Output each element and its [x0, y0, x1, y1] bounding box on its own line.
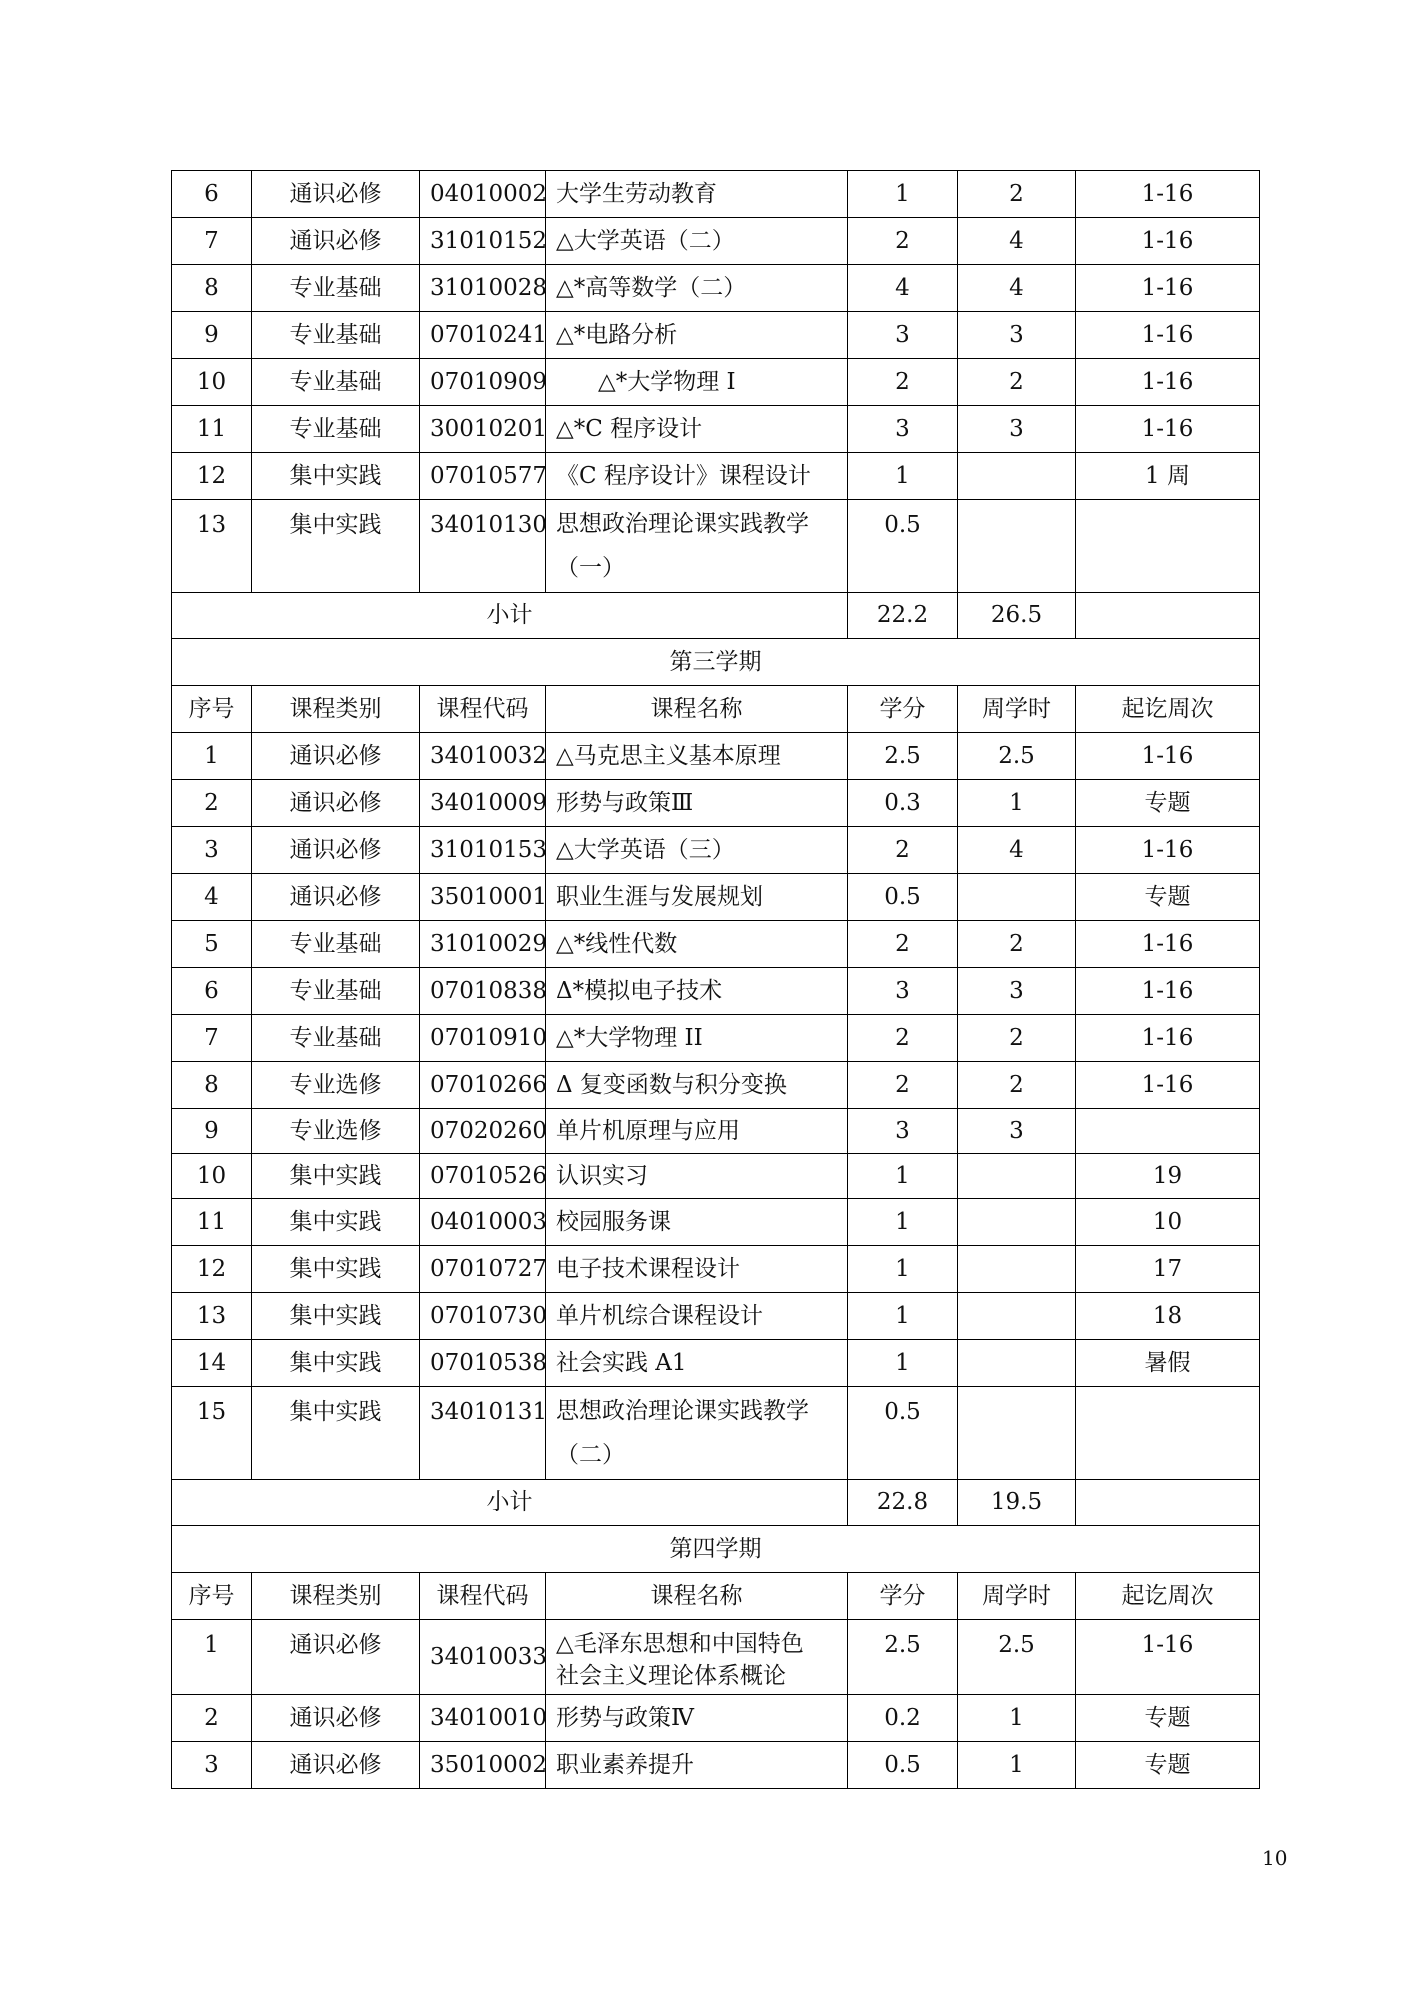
course-weeks: 1-16: [1076, 1015, 1260, 1062]
course-credit: 2.5: [848, 1620, 958, 1695]
subtotal-credit: 22.2: [848, 593, 958, 639]
course-category: 通识必修: [252, 218, 420, 265]
row-index: 8: [172, 1062, 252, 1109]
course-weeks: 1-16: [1076, 406, 1260, 453]
course-weekly-hours: 4: [958, 265, 1076, 312]
course-category: 专业基础: [252, 968, 420, 1015]
table-row: [172, 500, 1260, 593]
course-weekly-hours: 2: [958, 1062, 1076, 1109]
header-row: [172, 686, 1260, 733]
course-name: 《C 程序设计》课程设计: [546, 453, 848, 500]
course-category: 集中实践: [252, 500, 420, 593]
row-index: 9: [172, 312, 252, 359]
course-code: 07010727: [420, 1246, 546, 1293]
row-index: 8: [172, 265, 252, 312]
course-weekly-hours: 3: [958, 1109, 1076, 1154]
course-code: 04010002: [420, 171, 546, 218]
course-name: 校园服务课: [546, 1199, 848, 1246]
header-credit: 学分: [848, 1573, 958, 1620]
course-name: 社会实践 A1: [546, 1340, 848, 1387]
course-code: 07010577: [420, 453, 546, 500]
course-weeks: 1-16: [1076, 1620, 1260, 1695]
row-index: 2: [172, 780, 252, 827]
subtotal-row: [172, 1480, 1260, 1526]
course-weeks: 专题: [1076, 874, 1260, 921]
course-weeks: [1076, 500, 1260, 593]
course-code: 07020260: [420, 1109, 546, 1154]
table-row: [172, 733, 1260, 780]
table-row: [172, 1695, 1260, 1742]
table-row: [172, 968, 1260, 1015]
course-weeks: 10: [1076, 1199, 1260, 1246]
course-code: 34010131: [420, 1387, 546, 1480]
course-weekly-hours: [958, 1199, 1076, 1246]
course-weekly-hours: 2: [958, 359, 1076, 406]
table-row: [172, 1742, 1260, 1789]
course-name: △*电路分析: [546, 312, 848, 359]
course-name: 单片机原理与应用: [546, 1109, 848, 1154]
course-credit: 3: [848, 968, 958, 1015]
semester-title-row: [172, 1526, 1260, 1573]
course-code: 07010538: [420, 1340, 546, 1387]
course-weeks: 1-16: [1076, 968, 1260, 1015]
course-weekly-hours: 2: [958, 171, 1076, 218]
header-credit: 学分: [848, 686, 958, 733]
row-index: 6: [172, 171, 252, 218]
course-credit: 0.5: [848, 1742, 958, 1789]
course-category: 集中实践: [252, 1293, 420, 1340]
subtotal-hours: 19.5: [958, 1480, 1076, 1526]
course-weeks: [1076, 1387, 1260, 1480]
course-name: 电子技术课程设计: [546, 1246, 848, 1293]
subtotal-row: [172, 593, 1260, 639]
course-category: 集中实践: [252, 1246, 420, 1293]
course-name: 职业生涯与发展规划: [546, 874, 848, 921]
course-category: 专业选修: [252, 1062, 420, 1109]
course-category: 集中实践: [252, 453, 420, 500]
course-code: 31010152: [420, 218, 546, 265]
course-credit: 0.3: [848, 780, 958, 827]
course-category: 通识必修: [252, 733, 420, 780]
course-name-line: 社会主义理论体系概论: [556, 1663, 786, 1689]
course-code: 34010032: [420, 733, 546, 780]
header-weekly-hours: 周学时: [958, 686, 1076, 733]
course-category: 专业基础: [252, 312, 420, 359]
table-row: [172, 874, 1260, 921]
course-code: 31010028: [420, 265, 546, 312]
course-category: 专业基础: [252, 1015, 420, 1062]
course-credit: 2: [848, 1062, 958, 1109]
header-category: 课程类别: [252, 1573, 420, 1620]
header-weeks: 起讫周次: [1076, 686, 1260, 733]
course-credit: 3: [848, 406, 958, 453]
course-weekly-hours: 2: [958, 1015, 1076, 1062]
table-row: [172, 1620, 1260, 1695]
course-code: 07010730: [420, 1293, 546, 1340]
course-weeks: 1-16: [1076, 265, 1260, 312]
course-code: 30010201: [420, 406, 546, 453]
course-weekly-hours: 2.5: [958, 733, 1076, 780]
row-index: 14: [172, 1340, 252, 1387]
subtotal-label: 小计: [172, 593, 848, 639]
header-category: 课程类别: [252, 686, 420, 733]
table-row: [172, 1387, 1260, 1480]
course-code: 35010001: [420, 874, 546, 921]
course-name: 形势与政策Ⅳ: [546, 1695, 848, 1742]
row-index: 13: [172, 500, 252, 593]
subtotal-weeks: [1076, 593, 1260, 639]
course-name: [546, 1387, 848, 1480]
subtotal-label: 小计: [172, 1480, 848, 1526]
table-row: [172, 1154, 1260, 1199]
course-code: 34010010: [420, 1695, 546, 1742]
row-index: 12: [172, 1246, 252, 1293]
course-category: 通识必修: [252, 1742, 420, 1789]
course-weekly-hours: 4: [958, 218, 1076, 265]
table-row: [172, 1199, 1260, 1246]
semester-title: 第四学期: [172, 1526, 1260, 1573]
course-category: 通识必修: [252, 827, 420, 874]
semester-title-row: [172, 639, 1260, 686]
course-weeks: 1-16: [1076, 312, 1260, 359]
course-code: 34010130: [420, 500, 546, 593]
course-name: △大学英语（二）: [546, 218, 848, 265]
table-row: [172, 1109, 1260, 1154]
row-index: 1: [172, 733, 252, 780]
course-weekly-hours: [958, 453, 1076, 500]
course-code: 07010526: [420, 1154, 546, 1199]
course-credit: 1: [848, 1293, 958, 1340]
table-row: [172, 1246, 1260, 1293]
subtotal-weeks: [1076, 1480, 1260, 1526]
row-index: 7: [172, 1015, 252, 1062]
header-weekly-hours: 周学时: [958, 1573, 1076, 1620]
course-code: 34010009: [420, 780, 546, 827]
row-index: 13: [172, 1293, 252, 1340]
course-code: 31010029: [420, 921, 546, 968]
course-name-line: 思想政治理论课实践教学: [556, 1398, 809, 1424]
course-category: 通识必修: [252, 171, 420, 218]
course-name: [546, 500, 848, 593]
header-index: 序号: [172, 686, 252, 733]
semester-title: 第三学期: [172, 639, 1260, 686]
row-index: 11: [172, 406, 252, 453]
row-index: 5: [172, 921, 252, 968]
course-category: 专业基础: [252, 921, 420, 968]
course-weekly-hours: 1: [958, 1742, 1076, 1789]
course-name: 大学生劳动教育: [546, 171, 848, 218]
course-weekly-hours: [958, 874, 1076, 921]
course-weekly-hours: 1: [958, 1695, 1076, 1742]
course-name: △*C 程序设计: [546, 406, 848, 453]
course-category: 通识必修: [252, 1695, 420, 1742]
course-weekly-hours: [958, 500, 1076, 593]
row-index: 1: [172, 1620, 252, 1695]
course-category: 集中实践: [252, 1154, 420, 1199]
course-category: 通识必修: [252, 874, 420, 921]
table-row: [172, 359, 1260, 406]
course-code: 34010033: [420, 1620, 546, 1695]
course-code: 35010002: [420, 1742, 546, 1789]
row-index: 6: [172, 968, 252, 1015]
course-weeks: 暑假: [1076, 1340, 1260, 1387]
table-row: [172, 218, 1260, 265]
course-weeks: 专题: [1076, 1742, 1260, 1789]
course-category: 集中实践: [252, 1199, 420, 1246]
header-name: 课程名称: [546, 1573, 848, 1620]
course-weeks: 专题: [1076, 780, 1260, 827]
course-name-line: △毛泽东思想和中国特色: [556, 1631, 804, 1657]
course-weekly-hours: 1: [958, 780, 1076, 827]
course-weekly-hours: 2.5: [958, 1620, 1076, 1695]
row-index: 2: [172, 1695, 252, 1742]
table-row: [172, 921, 1260, 968]
course-weeks: 1-16: [1076, 171, 1260, 218]
course-credit: 2: [848, 218, 958, 265]
course-category: 通识必修: [252, 780, 420, 827]
course-weekly-hours: 3: [958, 968, 1076, 1015]
page-number: 10: [1262, 1846, 1288, 1870]
row-index: 3: [172, 1742, 252, 1789]
header-name: 课程名称: [546, 686, 848, 733]
course-weeks: 专题: [1076, 1695, 1260, 1742]
header-index: 序号: [172, 1573, 252, 1620]
course-weeks: 1-16: [1076, 218, 1260, 265]
table-row: [172, 1340, 1260, 1387]
course-credit: 1: [848, 1199, 958, 1246]
course-weeks: 18: [1076, 1293, 1260, 1340]
course-name: Δ*模拟电子技术: [546, 968, 848, 1015]
course-name: 职业素养提升: [546, 1742, 848, 1789]
course-name: △大学英语（三）: [546, 827, 848, 874]
course-code: 07010266: [420, 1062, 546, 1109]
table-row: [172, 827, 1260, 874]
subtotal-credit: 22.8: [848, 1480, 958, 1526]
table-row: [172, 171, 1260, 218]
course-credit: 0.5: [848, 500, 958, 593]
course-name: [546, 1620, 848, 1695]
header-row: [172, 1573, 1260, 1620]
course-name: △*大学物理 II: [546, 1015, 848, 1062]
course-code: 07010241: [420, 312, 546, 359]
header-code: 课程代码: [420, 1573, 546, 1620]
row-index: 15: [172, 1387, 252, 1480]
course-weeks: 1-16: [1076, 1062, 1260, 1109]
row-index: 10: [172, 359, 252, 406]
course-category: 通识必修: [252, 1620, 420, 1695]
header-code: 课程代码: [420, 686, 546, 733]
table-row: [172, 406, 1260, 453]
course-weeks: 19: [1076, 1154, 1260, 1199]
course-weeks: 1-16: [1076, 733, 1260, 780]
course-weeks: 1-16: [1076, 827, 1260, 874]
course-weeks: 1 周: [1076, 453, 1260, 500]
course-name: 形势与政策Ⅲ: [546, 780, 848, 827]
course-name: 单片机综合课程设计: [546, 1293, 848, 1340]
row-index: 9: [172, 1109, 252, 1154]
row-index: 10: [172, 1154, 252, 1199]
row-index: 3: [172, 827, 252, 874]
course-credit: 2: [848, 1015, 958, 1062]
course-weekly-hours: [958, 1387, 1076, 1480]
course-credit: 3: [848, 312, 958, 359]
course-code: 04010003: [420, 1199, 546, 1246]
course-weekly-hours: 2: [958, 921, 1076, 968]
row-index: 4: [172, 874, 252, 921]
course-category: 专业基础: [252, 265, 420, 312]
course-credit: 1: [848, 1340, 958, 1387]
course-weekly-hours: 3: [958, 312, 1076, 359]
course-name: 认识实习: [546, 1154, 848, 1199]
course-name-line: （一）: [556, 555, 625, 581]
course-weeks: 17: [1076, 1246, 1260, 1293]
course-name: △马克思主义基本原理: [546, 733, 848, 780]
table-row: [172, 1062, 1260, 1109]
course-weeks: 1-16: [1076, 921, 1260, 968]
course-credit: 2: [848, 359, 958, 406]
course-category: 集中实践: [252, 1387, 420, 1480]
row-index: 7: [172, 218, 252, 265]
row-index: 11: [172, 1199, 252, 1246]
table-row: [172, 453, 1260, 500]
course-credit: 1: [848, 1246, 958, 1293]
course-code: 07010838: [420, 968, 546, 1015]
table-row: [172, 265, 1260, 312]
table-row: [172, 312, 1260, 359]
course-name: △*线性代数: [546, 921, 848, 968]
course-credit: 1: [848, 171, 958, 218]
course-category: 集中实践: [252, 1340, 420, 1387]
course-weeks: 1-16: [1076, 359, 1260, 406]
course-credit: 2.5: [848, 733, 958, 780]
course-credit: 0.5: [848, 874, 958, 921]
course-weekly-hours: 3: [958, 406, 1076, 453]
course-name-line: （二）: [556, 1442, 625, 1468]
header-weeks: 起讫周次: [1076, 1573, 1260, 1620]
course-credit: 0.2: [848, 1695, 958, 1742]
course-code: 31010153: [420, 827, 546, 874]
course-credit: 0.5: [848, 1387, 958, 1480]
course-credit: 2: [848, 921, 958, 968]
table-row: [172, 1015, 1260, 1062]
course-code: 07010910: [420, 1015, 546, 1062]
course-weeks: [1076, 1109, 1260, 1154]
course-weekly-hours: [958, 1246, 1076, 1293]
course-credit: 1: [848, 453, 958, 500]
course-name-line: 思想政治理论课实践教学: [556, 511, 809, 537]
course-category: 专业选修: [252, 1109, 420, 1154]
course-name: △*高等数学（二）: [546, 265, 848, 312]
course-category: 专业基础: [252, 359, 420, 406]
course-code: 07010909: [420, 359, 546, 406]
course-weekly-hours: [958, 1154, 1076, 1199]
course-weekly-hours: [958, 1340, 1076, 1387]
course-credit: 1: [848, 1154, 958, 1199]
course-credit: 4: [848, 265, 958, 312]
table-row: [172, 1293, 1260, 1340]
course-weekly-hours: [958, 1293, 1076, 1340]
course-name: △*大学物理 I: [546, 359, 848, 406]
row-index: 12: [172, 453, 252, 500]
course-category: 专业基础: [252, 406, 420, 453]
course-name: Δ 复变函数与积分变换: [546, 1062, 848, 1109]
course-credit: 2: [848, 827, 958, 874]
table-row: [172, 780, 1260, 827]
subtotal-hours: 26.5: [958, 593, 1076, 639]
curriculum-table: [171, 170, 1260, 1789]
course-weekly-hours: 4: [958, 827, 1076, 874]
course-credit: 3: [848, 1109, 958, 1154]
